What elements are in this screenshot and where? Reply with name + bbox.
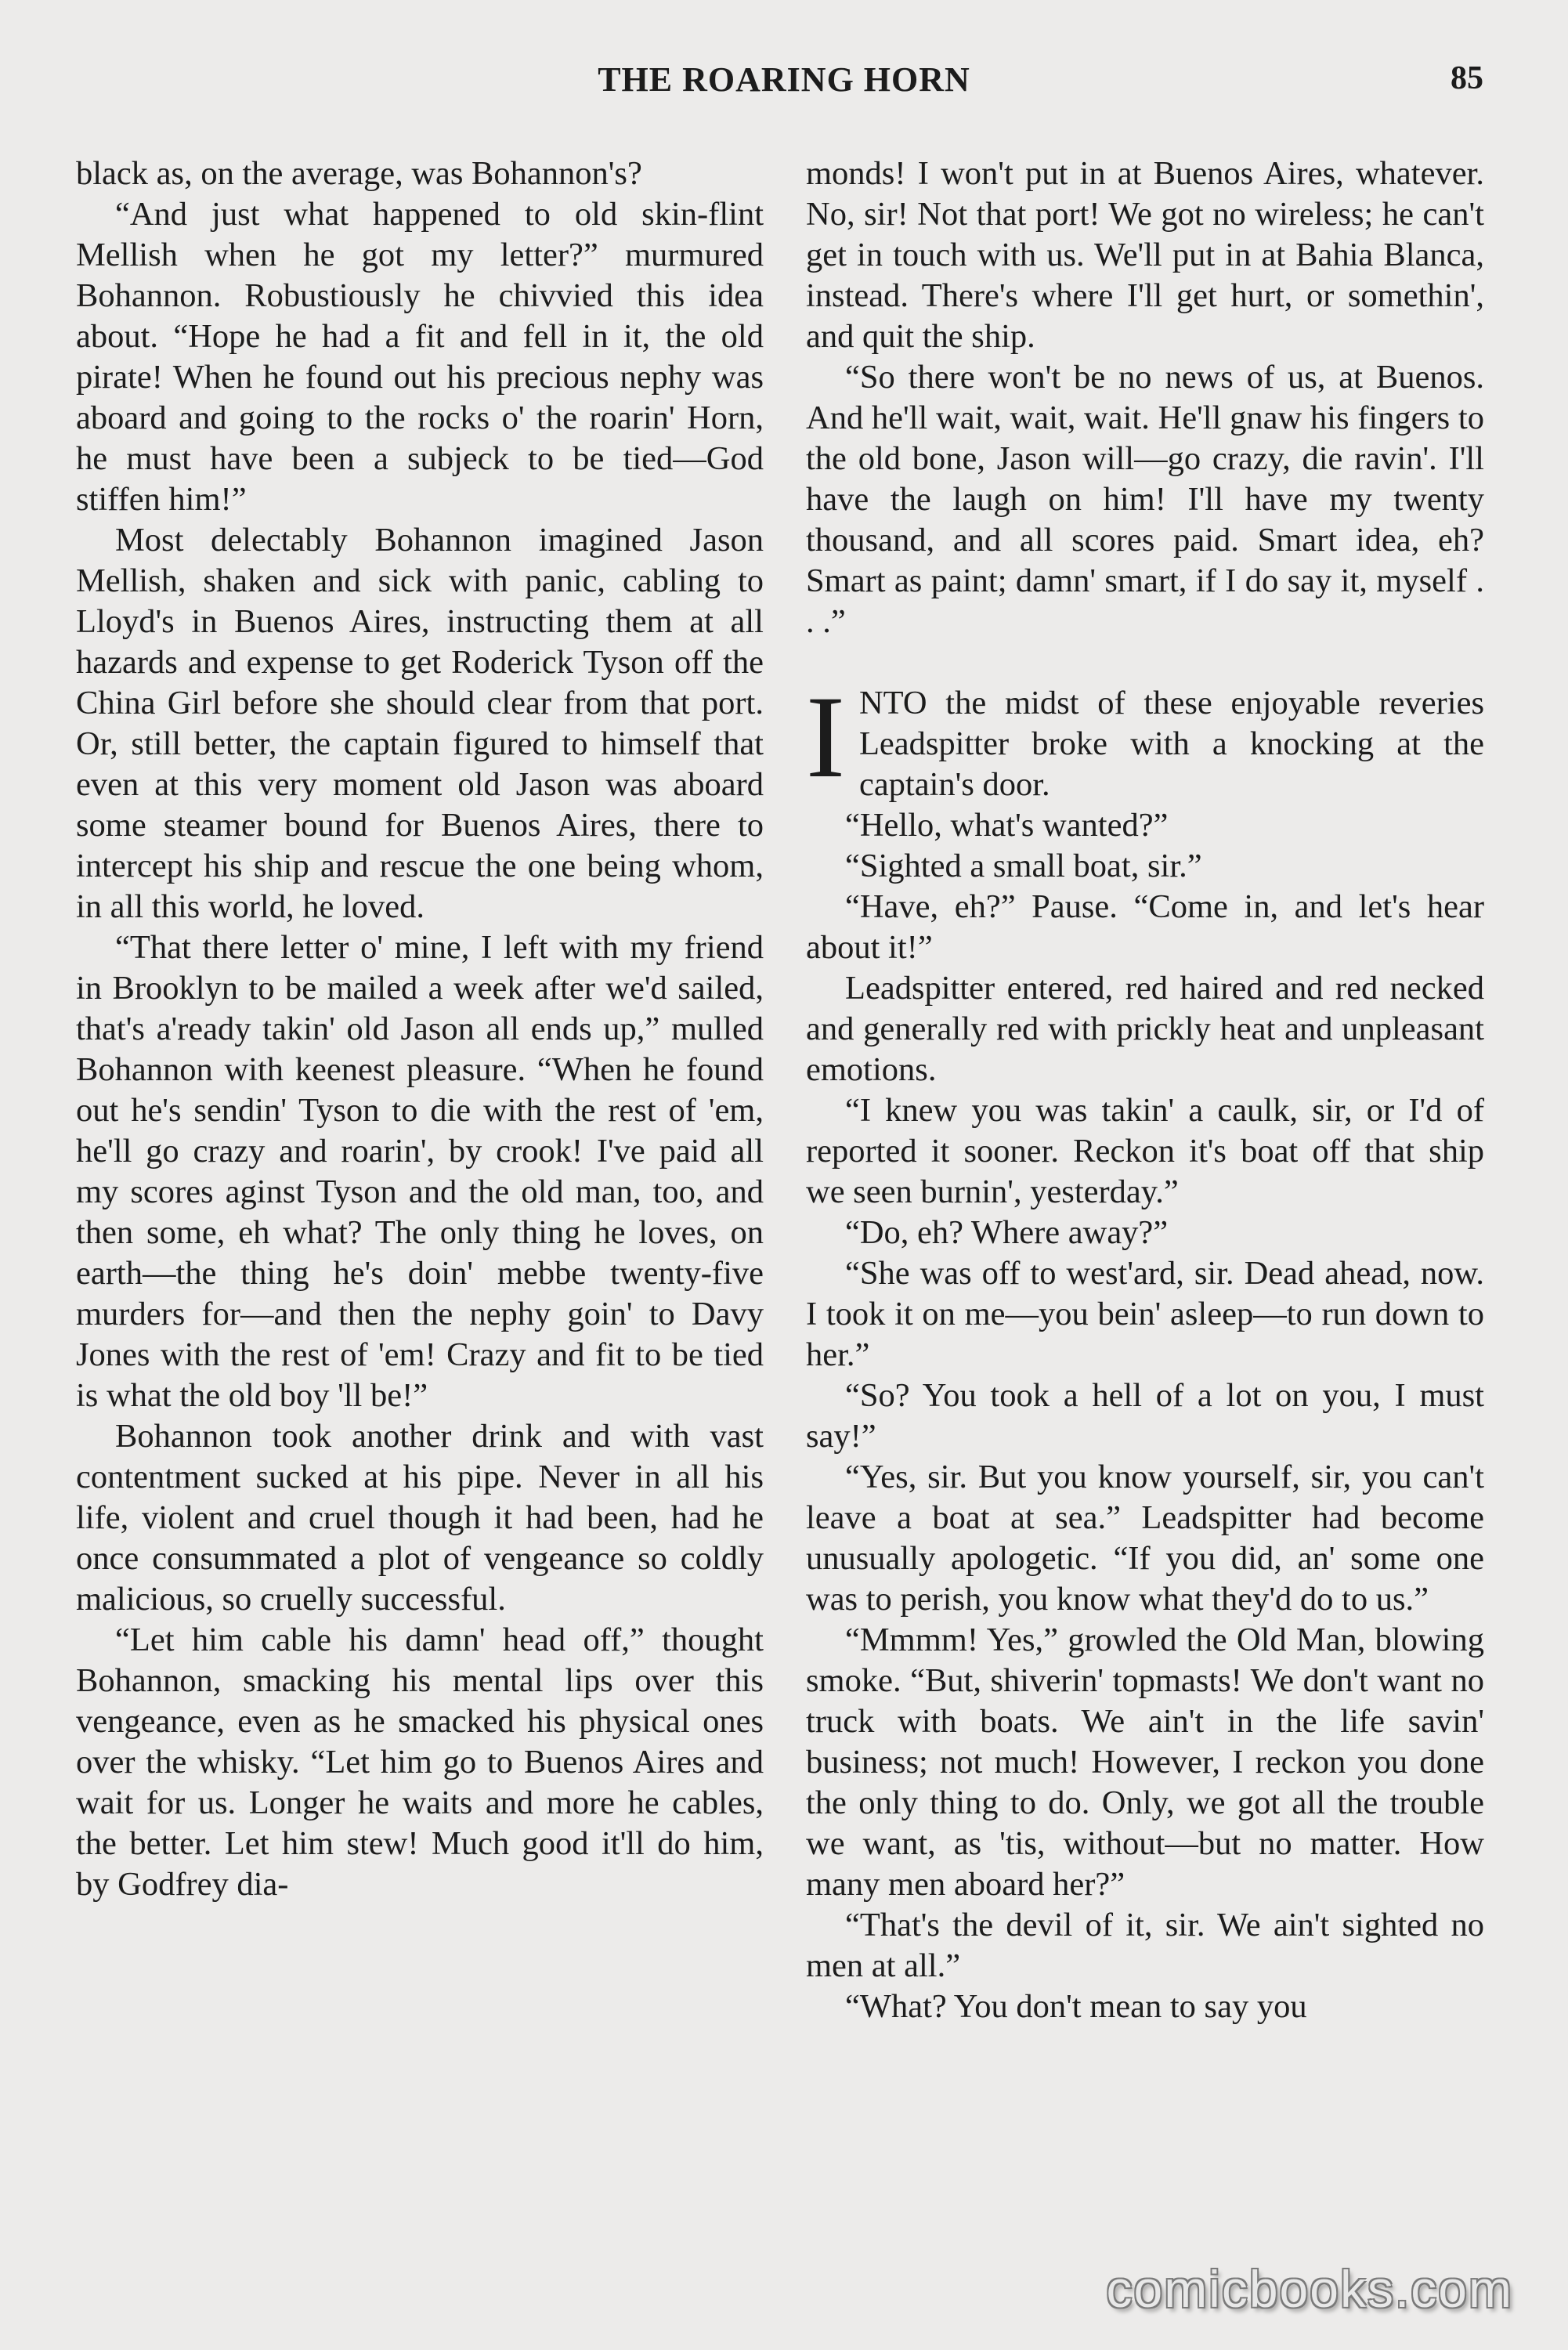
paragraph: “Sighted a small boat, sir.” [845, 848, 1202, 884]
right-column [806, 154, 1484, 2027]
drop-cap-text: NTO the midst of these enjoyable reveries Leadspitter broke with a knocking at the captain's door. [858, 685, 1484, 803]
section-opening-paragraph [806, 672, 1484, 805]
paragraph: “That there letter o' mine, I left with my friend in Brooklyn to be mailed a week after we'd sailed, that's a'ready takin' old Jason all ends up,” mulled Bohannon with keenest pleasure. “When he found out he's sendin' Tyson to die with the rest of 'em, he'll go crazy and roarin', by crook! I've paid all my scores aginst Tyson and the old man, too, and then some, eh what? The only thing he loves, on earth—the thing he's doin' mebbe twenty-five murders for—and then the nephy goin' to Davy Jones with the rest of 'em! Crazy and fit to be tied is what the old boy 'll be!” [76, 929, 764, 1414]
paragraph: Most delectably Bohannon imagined Jason Mellish, shaken and sick with panic, cabling to Lloyd's in Buenos Aires, instructing them at all hazards and expense to get Roderick Tyson off the China Girl before she should clear from that port. Or, still better, the captain figured to himself that even at this very moment old Jason was aboard some steamer bound for Buenos Aires, there to intercept his ship and rescue the one being whom, in all this world, he loved. [76, 522, 764, 925]
paragraph: “She was off to west'ard, sir. Dead ahead, now. I took it on me—you bein' asleep—to run down to her.” [806, 1255, 1484, 1373]
paragraph: “So there won't be no news of us, at Buenos. And he'll wait, wait, wait. He'll gnaw his fingers to the old bone, Jason will—go crazy, die ravin'. I'll have the laugh on him! I'll have my twenty thousand, and all scores paid. Smart idea, eh? Smart as paint; damn' smart, if I do say it, myself . . .” [806, 359, 1484, 640]
paragraph: “Have, eh?” Pause. “Come in, and let's hear about it!” [806, 888, 1484, 966]
paragraph: Bohannon took another drink and with vast contentment sucked at his pipe. Never in all his life, violent and cruel though it had been, had he once consummated a plot of vengeance so coldly malicious, so cruelly successful. [76, 1418, 764, 1618]
left-column [76, 154, 764, 1905]
paragraph: monds! I won't put in at Buenos Aires, whatever. No, sir! Not that port! We got no wireless; he can't get in touch with us. We'll put in at Bahia Blanca, instead. There's where I'll get hurt, or somethin', and quit the ship. [806, 155, 1484, 355]
page-number: 85 [1451, 60, 1483, 96]
paragraph: “That's the devil of it, sir. We ain't sighted no men at all.” [806, 1907, 1484, 1984]
watermark: comicbooks.com [1106, 2260, 1513, 2318]
paragraph: Leadspitter entered, red haired and red necked and generally red with prickly heat and unpleasant emotions. [806, 970, 1484, 1088]
running-title: THE ROARING HORN [598, 60, 970, 99]
paragraph: “I knew you was takin' a caulk, sir, or I'd of reported it sooner. Reckon it's boat off that ship we seen burnin', yesterday.” [806, 1092, 1484, 1210]
paragraph: “Hello, what's wanted?” [845, 807, 1169, 844]
paragraph: “So? You took a hell of a lot on you, I must say!” [806, 1377, 1484, 1455]
paragraph: black as, on the average, was Bohannon's? [76, 155, 642, 192]
paragraph: “Let him cable his damn' head off,” thought Bohannon, smacking his mental lips over this vengeance, even as he smacked his physical ones over the whisky. “Let him go to Buenos Aires and wait for us. Longer he waits and more he cables, the better. Let him stew! Much good it'll do him, by Godfrey dia- [76, 1622, 764, 1903]
drop-cap: I [806, 672, 845, 802]
paragraph: “Yes, sir. But you know yourself, sir, you can't leave a boat at sea.” Leadspitter had become unusually apologetic. “If you did, an' some one was to perish, you know what they'd do to us.” [806, 1459, 1484, 1618]
paragraph: “And just what happened to old skin-flint Mellish when he got my letter?” murmured Bohannon. Robustiously he chivvied this idea about. “Hope he had a fit and fell in it, the old pirate! When he found out his precious nephy was aboard and going to the rocks o' the roarin' Horn, he must have been a subjeck to be tied—God stiffen him!” [76, 196, 764, 518]
running-header [0, 60, 1568, 114]
paragraph: “What? You don't mean to say you [845, 1988, 1307, 2025]
paragraph: “Mmmm! Yes,” growled the Old Man, blowing smoke. “But, shiverin' topmasts! We don't want no truck with boats. We ain't in the life savin' business; not much! However, I reckon you done the only thing to do. Only, we got all the trouble we want, as 'tis, without—but no matter. How many men aboard her?” [806, 1622, 1484, 1903]
paragraph: “Do, eh? Where away?” [845, 1214, 1169, 1251]
